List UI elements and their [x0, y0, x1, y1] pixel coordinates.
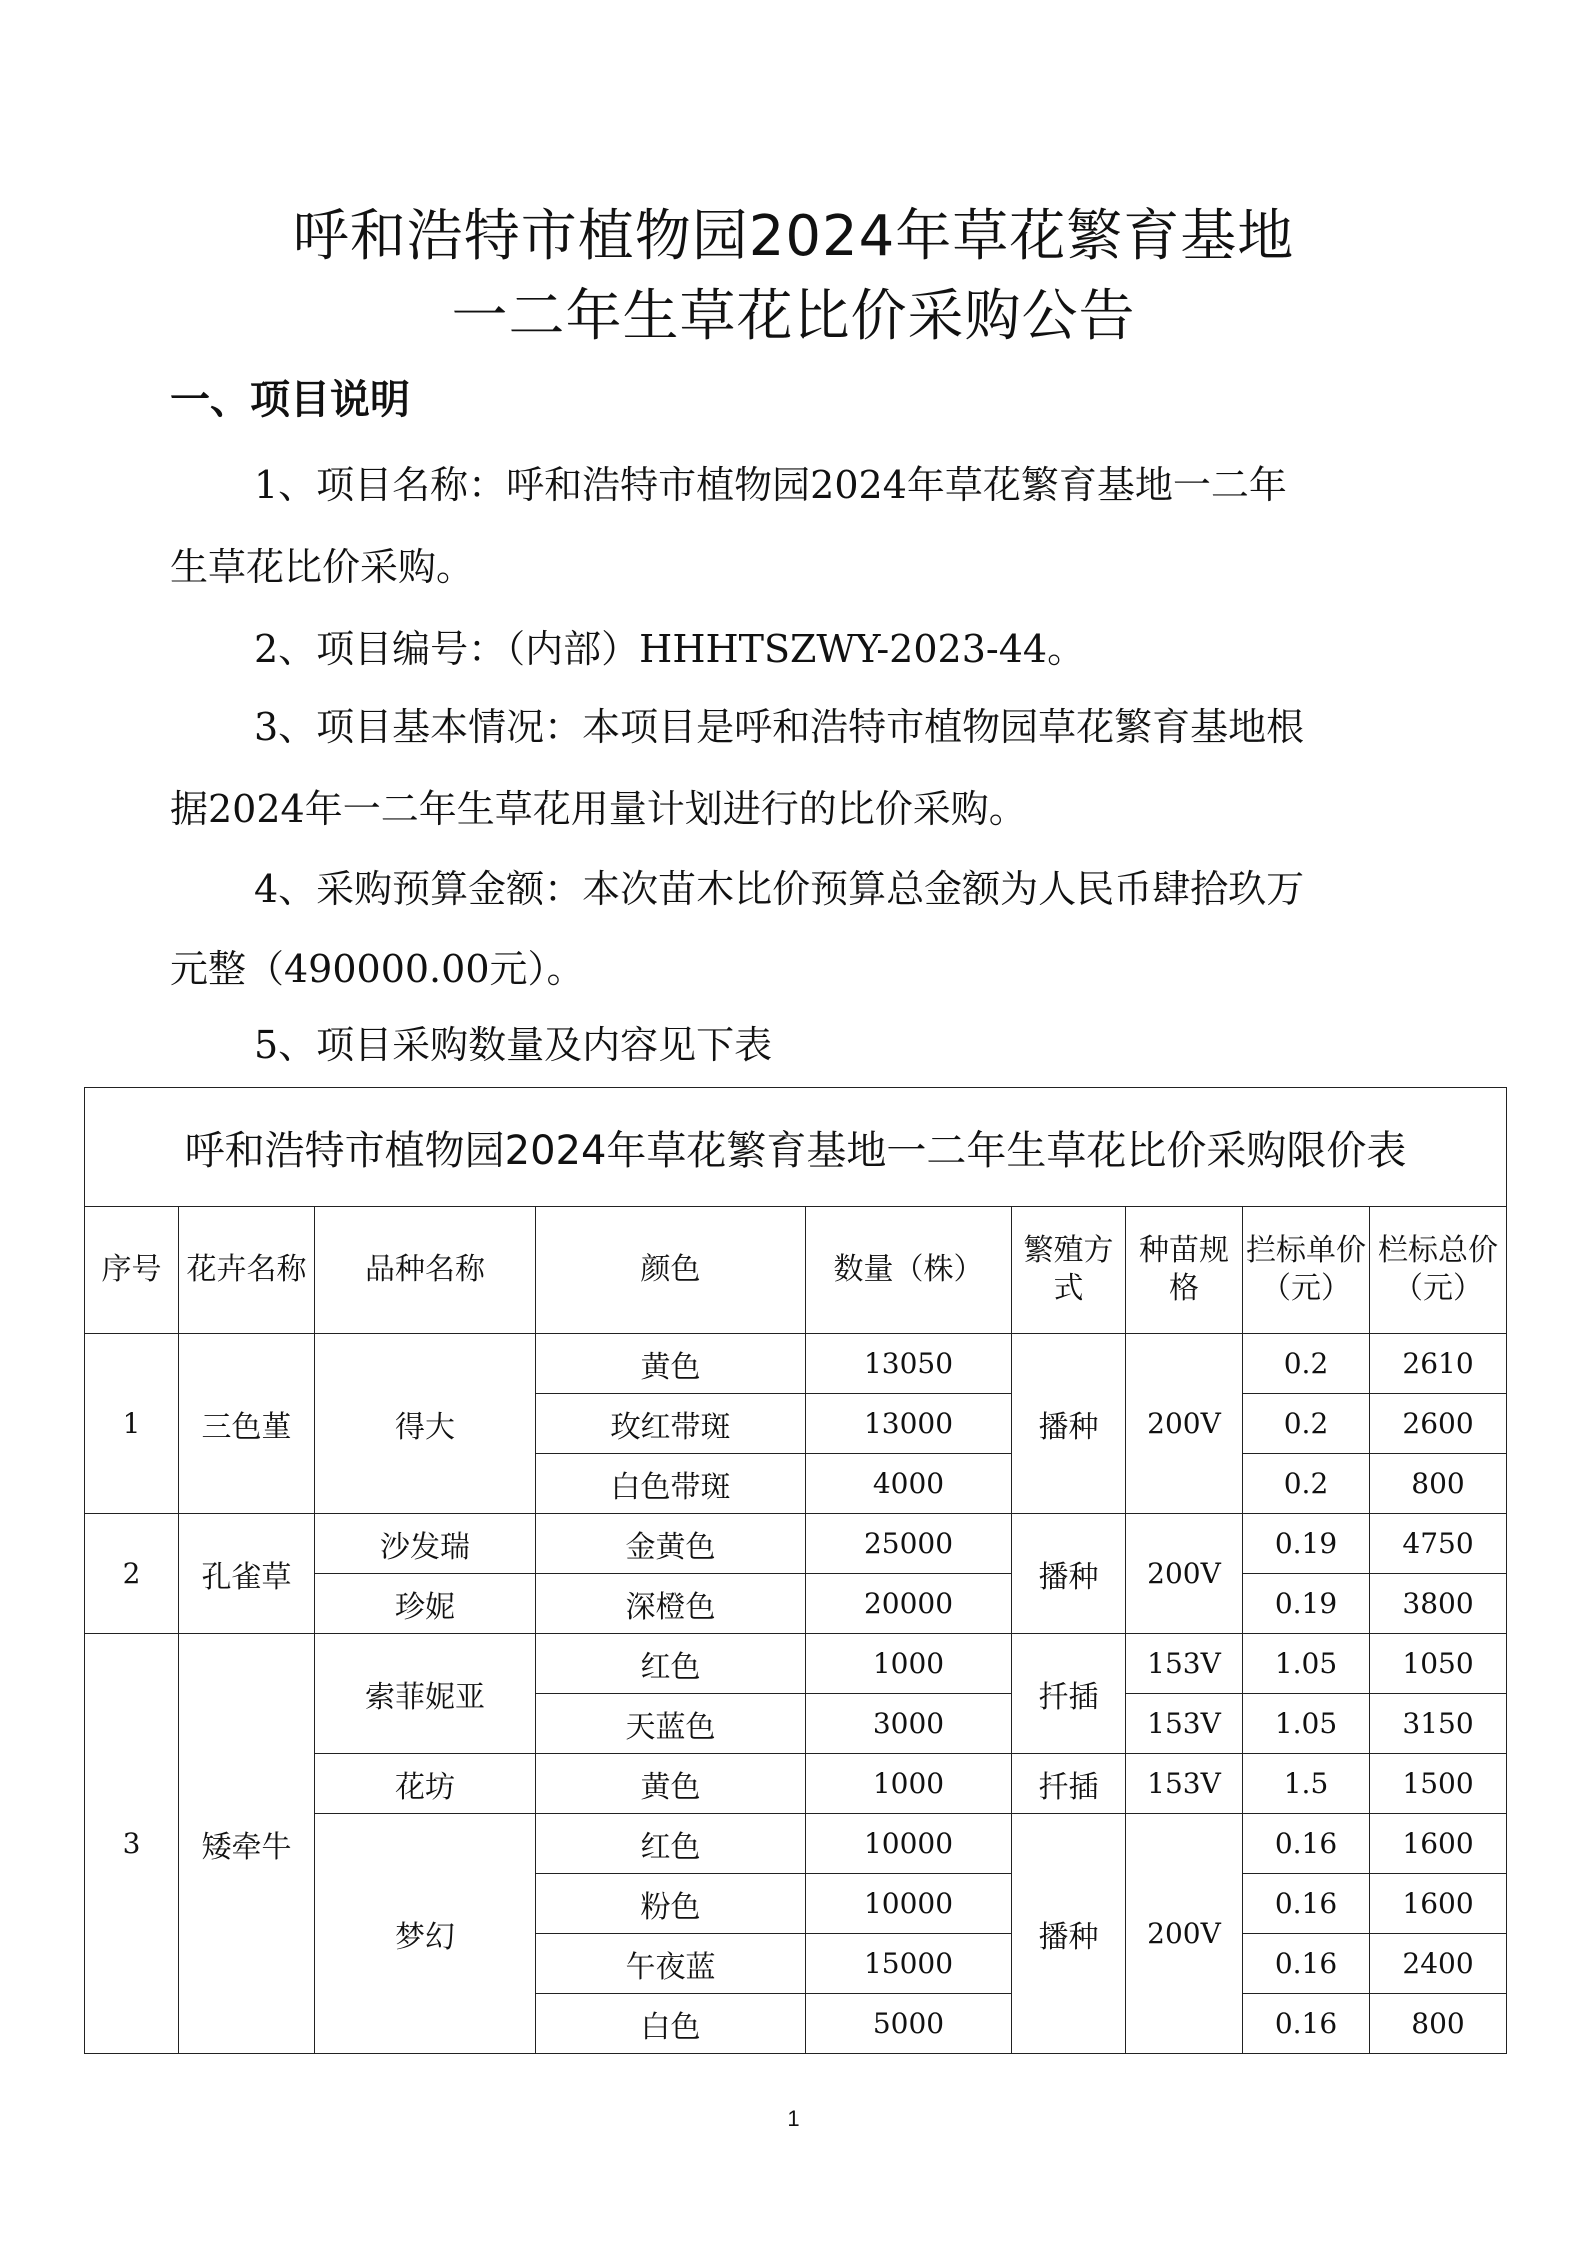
header-variety: 品种名称 [315, 1207, 536, 1334]
cell-quantity: 15000 [806, 1934, 1012, 1994]
header-flower: 花卉名称 [179, 1207, 315, 1334]
cell-quantity: 10000 [806, 1874, 1012, 1934]
cell-quantity: 10000 [806, 1814, 1012, 1874]
cell-color: 黄色 [536, 1334, 806, 1394]
cell-spec: 200V [1126, 1514, 1243, 1634]
cell-flower: 矮牵牛 [179, 1634, 315, 2054]
cell-no: 3 [85, 1634, 179, 2054]
cell-no: 2 [85, 1514, 179, 1634]
paragraph-project-name-cont: 生草花比价采购。 [170, 545, 475, 589]
paragraph-project-code [170, 622, 1440, 676]
cell-quantity: 4000 [806, 1454, 1012, 1514]
header-total-price: 栏标总价（元） [1370, 1207, 1507, 1334]
cell-unit-price: 0.19 [1243, 1514, 1370, 1574]
cell-spec: 200V [1126, 1334, 1243, 1514]
cell-method: 播种 [1012, 1814, 1126, 2054]
cell-variety: 梦幻 [315, 1814, 536, 2054]
paragraph-text: 3、项目基本情况：本项目是呼和浩特市植物园草花繁育基地根 [254, 705, 1305, 749]
cell-total-price: 2610 [1370, 1334, 1507, 1394]
cell-spec: 153V [1126, 1634, 1243, 1694]
header-spec: 种苗规格 [1126, 1207, 1243, 1334]
cell-color: 深橙色 [536, 1574, 806, 1634]
cell-total-price: 1500 [1370, 1754, 1507, 1814]
cell-quantity: 13000 [806, 1394, 1012, 1454]
cell-unit-price: 0.16 [1243, 1874, 1370, 1934]
table-row [85, 1634, 1507, 1694]
paragraph-budget-cont: 元整（490000.00元）。 [170, 947, 585, 991]
cell-unit-price: 0.2 [1243, 1394, 1370, 1454]
cell-variety: 珍妮 [315, 1574, 536, 1634]
cell-method: 播种 [1012, 1334, 1126, 1514]
cell-color: 午夜蓝 [536, 1934, 806, 1994]
cell-color: 金黄色 [536, 1514, 806, 1574]
cell-total-price: 3800 [1370, 1574, 1507, 1634]
cell-total-price: 2600 [1370, 1394, 1507, 1454]
cell-color: 黄色 [536, 1754, 806, 1814]
cell-quantity: 3000 [806, 1694, 1012, 1754]
paragraph-text: 1、项目名称：呼和浩特市植物园2024年草花繁育基地一二年 [254, 463, 1287, 507]
cell-quantity: 1000 [806, 1754, 1012, 1814]
paragraph-project-basic-cont: 据2024年一二年生草花用量计划进行的比价采购。 [170, 787, 1027, 831]
cell-quantity: 20000 [806, 1574, 1012, 1634]
cell-unit-price: 0.16 [1243, 1934, 1370, 1994]
cell-unit-price: 0.2 [1243, 1334, 1370, 1394]
cell-unit-price: 0.16 [1243, 1814, 1370, 1874]
paragraph-project-name [170, 458, 1440, 512]
header-method: 繁殖方式 [1012, 1207, 1126, 1334]
page-number: 1 [787, 2106, 800, 2131]
cell-variety: 索菲妮亚 [315, 1634, 536, 1754]
cell-unit-price: 0.16 [1243, 1994, 1370, 2054]
paragraph-text: 5、项目采购数量及内容见下表 [254, 1023, 773, 1067]
cell-unit-price: 0.19 [1243, 1574, 1370, 1634]
cell-spec: 153V [1126, 1694, 1243, 1754]
cell-color: 玫红带斑 [536, 1394, 806, 1454]
cell-color: 天蓝色 [536, 1694, 806, 1754]
price-limit-table-container [84, 1087, 1506, 2054]
cell-color: 红色 [536, 1634, 806, 1694]
table-row [85, 1334, 1507, 1394]
paragraph-table-intro [170, 1018, 1440, 1072]
cell-quantity: 13050 [806, 1334, 1012, 1394]
header-quantity: 数量（株） [806, 1207, 1012, 1334]
cell-unit-price: 0.2 [1243, 1454, 1370, 1514]
cell-unit-price: 1.05 [1243, 1634, 1370, 1694]
document-title-line2: 一二年生草花比价采购公告 [451, 284, 1136, 349]
document-title-line1: 呼和浩特市植物园2024年草花繁育基地 [292, 204, 1295, 269]
cell-variety: 花坊 [315, 1754, 536, 1814]
cell-method: 扦插 [1012, 1754, 1126, 1814]
section-heading: 一、项目说明 [170, 377, 410, 423]
cell-total-price: 4750 [1370, 1514, 1507, 1574]
cell-no: 1 [85, 1334, 179, 1514]
cell-total-price: 800 [1370, 1994, 1507, 2054]
header-unit-price: 拦标单价（元） [1243, 1207, 1370, 1334]
cell-total-price: 1050 [1370, 1634, 1507, 1694]
paragraph-text: 4、采购预算金额：本次苗木比价预算总金额为人民币肆拾玖万 [254, 867, 1305, 911]
header-no: 序号 [85, 1207, 179, 1334]
cell-color: 白色带斑 [536, 1454, 806, 1514]
cell-method: 扦插 [1012, 1634, 1126, 1754]
cell-flower: 孔雀草 [179, 1514, 315, 1634]
paragraph-budget [170, 862, 1440, 916]
cell-quantity: 5000 [806, 1994, 1012, 2054]
cell-total-price: 1600 [1370, 1874, 1507, 1934]
paragraph-project-basic [170, 700, 1440, 754]
cell-total-price: 1600 [1370, 1814, 1507, 1874]
price-limit-table [84, 1087, 1507, 2054]
cell-quantity: 1000 [806, 1634, 1012, 1694]
cell-unit-price: 1.05 [1243, 1694, 1370, 1754]
cell-flower: 三色堇 [179, 1334, 315, 1514]
cell-color: 白色 [536, 1994, 806, 2054]
cell-variety: 得大 [315, 1334, 536, 1514]
paragraph-text: 2、项目编号：（内部）HHHTSZWY-2023-44。 [254, 627, 1086, 671]
table-caption: 呼和浩特市植物园2024年草花繁育基地一二年生草花比价采购限价表 [85, 1088, 1507, 1207]
table-row [85, 1514, 1507, 1574]
cell-unit-price: 1.5 [1243, 1754, 1370, 1814]
cell-total-price: 800 [1370, 1454, 1507, 1514]
header-color: 颜色 [536, 1207, 806, 1334]
cell-color: 粉色 [536, 1874, 806, 1934]
cell-variety: 沙发瑞 [315, 1514, 536, 1574]
cell-spec: 200V [1126, 1814, 1243, 2054]
cell-total-price: 2400 [1370, 1934, 1507, 1994]
cell-quantity: 25000 [806, 1514, 1012, 1574]
cell-total-price: 3150 [1370, 1694, 1507, 1754]
cell-spec: 153V [1126, 1754, 1243, 1814]
cell-method: 播种 [1012, 1514, 1126, 1634]
cell-color: 红色 [536, 1814, 806, 1874]
